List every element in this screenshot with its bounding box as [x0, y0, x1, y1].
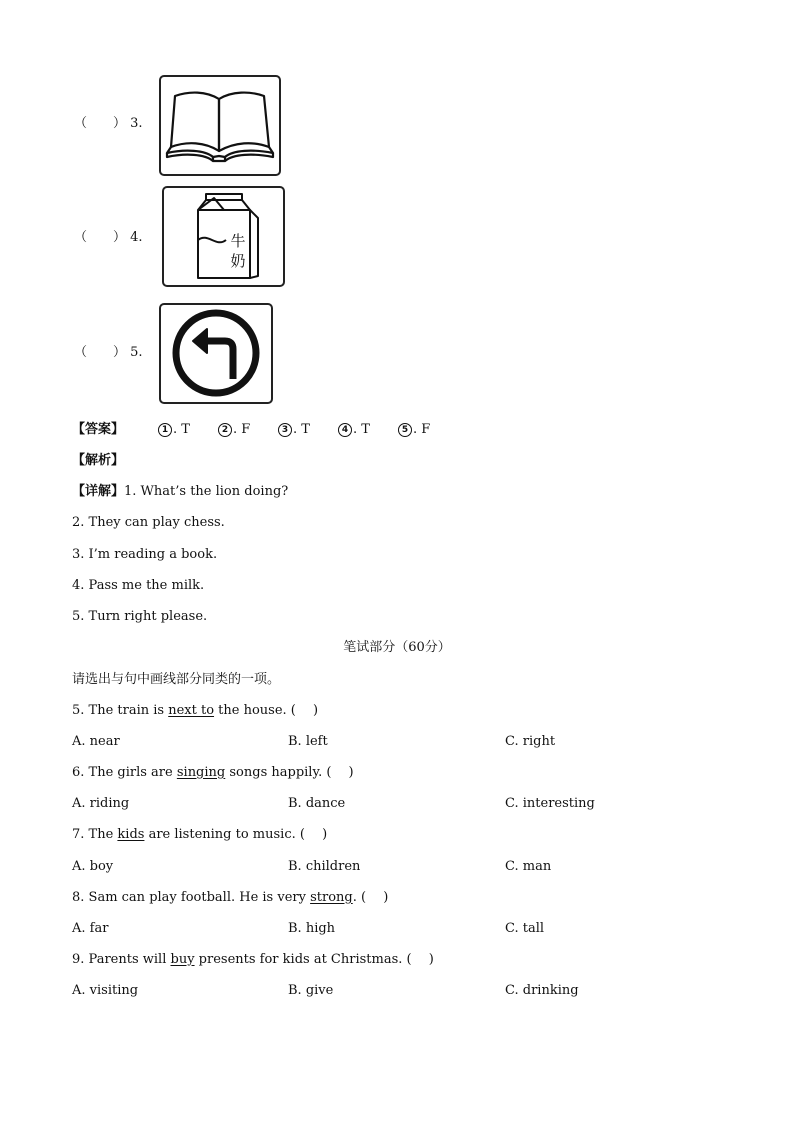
option-b[interactable]: B. children: [288, 859, 361, 874]
options-9: [72, 983, 732, 1001]
analysis-label: 【解析】: [72, 453, 125, 468]
option-a[interactable]: A. riding: [72, 796, 130, 811]
item-number: 3.: [130, 116, 143, 131]
detail-line-5: 5. Turn right please.: [72, 609, 208, 624]
underlined-phrase: next to: [168, 703, 215, 718]
detail-line-4: 4. Pass me the milk.: [72, 578, 205, 593]
picture-item-5: [74, 345, 143, 361]
option-c[interactable]: C. drinking: [505, 983, 579, 998]
section-title: 笔试部分（60分）: [343, 640, 451, 655]
detail-line-3: 3. I’m reading a book.: [72, 547, 218, 562]
option-c[interactable]: C. tall: [505, 921, 545, 936]
option-a[interactable]: A. near: [72, 734, 120, 749]
answer-label: 【答案】: [72, 422, 125, 437]
answer-item-2: 2 . F: [218, 422, 250, 438]
question-6: 6. The girls are singing songs happily. ( ): [72, 765, 354, 780]
option-a[interactable]: A. boy: [72, 859, 114, 874]
question-7: 7. The kids are listening to music. ( ): [72, 827, 328, 842]
item-number: 4.: [130, 230, 143, 245]
question-9: 9. Parents will buy presents for kids at Christmas. ( ): [72, 952, 434, 967]
answer-paren: （ ）: [74, 116, 127, 131]
option-b[interactable]: B. dance: [288, 796, 346, 811]
question-8: 8. Sam can play football. He is very strong. ( ): [72, 890, 389, 905]
option-b[interactable]: B. high: [288, 921, 336, 936]
answer-paren: （ ）: [74, 345, 127, 360]
turn-left-arrow-icon: [161, 305, 271, 402]
detail-label: 【详解】: [72, 484, 125, 499]
option-b[interactable]: B. give: [288, 983, 334, 998]
milk-carton-icon: [164, 188, 283, 285]
option-c[interactable]: C. right: [505, 734, 556, 749]
answer-paren: （ ）: [74, 230, 127, 245]
option-c[interactable]: C. man: [505, 859, 552, 874]
book-picture-frame: [159, 75, 281, 176]
underlined-phrase: singing: [176, 765, 226, 780]
options-8: [72, 921, 732, 939]
answer-item-1: 1 . T: [158, 422, 190, 438]
answer-line: [72, 422, 532, 438]
picture-item-3: [74, 116, 143, 132]
instruction: 请选出与句中画线部分同类的一项。: [72, 672, 281, 687]
underlined-phrase: buy: [170, 952, 195, 967]
milk-picture-frame: [162, 186, 285, 287]
detail-line-2: 2. They can play chess.: [72, 515, 225, 530]
option-a[interactable]: A. visiting: [72, 983, 139, 998]
underlined-phrase: kids: [117, 827, 145, 842]
turn-sign-picture-frame: [159, 303, 273, 404]
option-b[interactable]: B. left: [288, 734, 328, 749]
book-icon: [161, 77, 279, 174]
item-number: 5.: [130, 345, 143, 360]
options-6: [72, 796, 732, 814]
option-c[interactable]: C. interesting: [505, 796, 595, 811]
options-5: [72, 734, 732, 752]
answer-item-4: 4 . T: [338, 422, 370, 438]
picture-item-4: [74, 230, 143, 246]
answer-item-5: 5 . F: [398, 422, 430, 438]
underlined-phrase: strong: [310, 890, 353, 905]
detail-line-1: 【详解】1. What’s the lion doing?: [72, 484, 289, 499]
options-7: [72, 859, 732, 877]
svg-text:奶: 奶: [230, 252, 246, 270]
option-a[interactable]: A. far: [72, 921, 109, 936]
svg-text:牛: 牛: [230, 232, 246, 250]
answer-item-3: 3 . T: [278, 422, 310, 438]
question-5: 5. The train is next to the house. ( ): [72, 703, 319, 718]
